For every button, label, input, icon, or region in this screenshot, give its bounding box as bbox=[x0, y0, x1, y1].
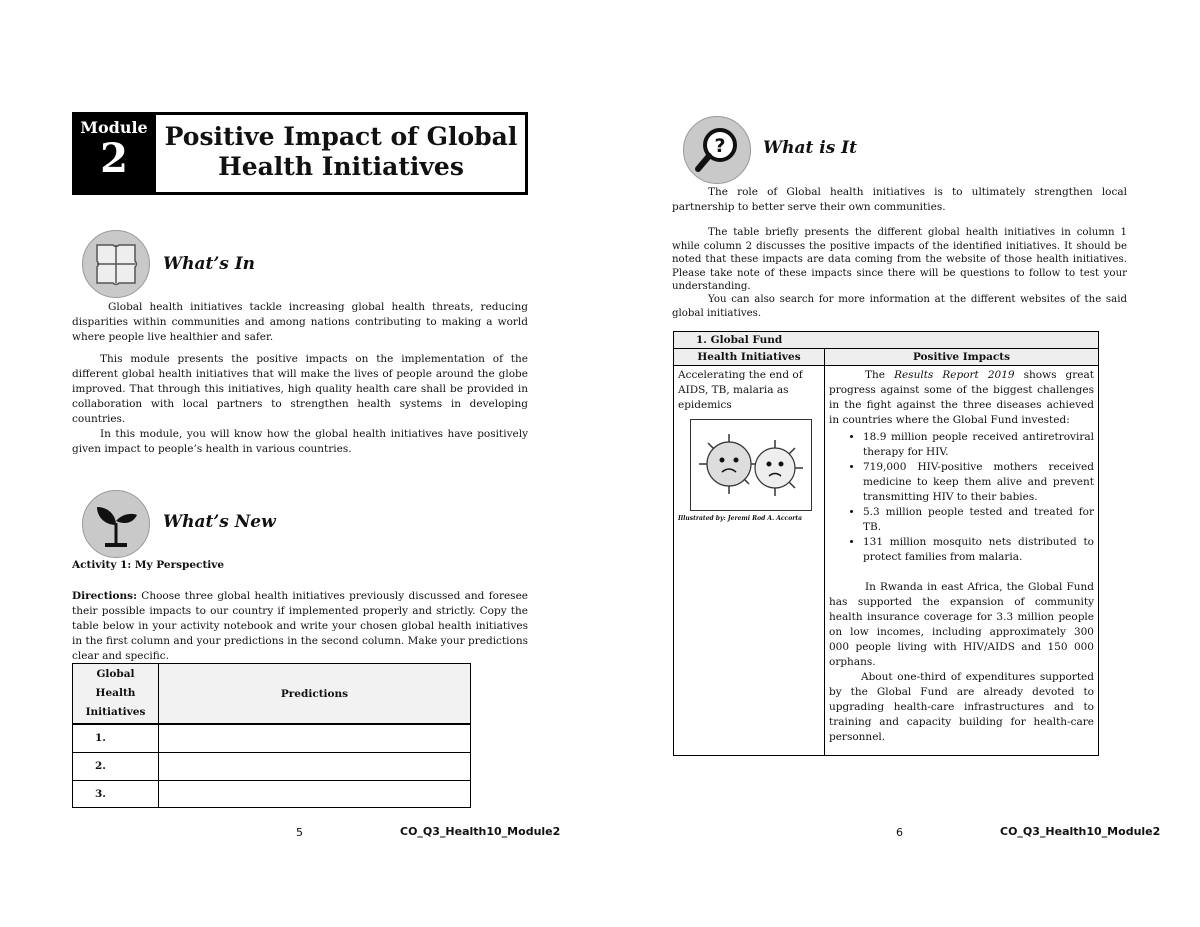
col-header-line: Global bbox=[96, 668, 135, 680]
table-title-row bbox=[674, 332, 1099, 349]
expenditure-paragraph: About one-third of expenditures supported by the Global Fund are already devoted to upgrading health-care infrastructures and to training and capacity building for health-care personnel. bbox=[829, 671, 1094, 743]
sprout-icon bbox=[82, 490, 150, 558]
table-row bbox=[73, 752, 471, 780]
row-number: 3. bbox=[73, 780, 159, 807]
what-is-it-paragraph-2: The table briefly presents the different global health initiatives in column 1 while column 2 discusses the positive impacts of the identified initiatives. It should be noted that these impacts are data coming from the website of those health initiatives. Please take note of these impacts since there will be questions to follow to test your understanding. bbox=[672, 227, 1127, 292]
puzzle-icon bbox=[82, 230, 150, 298]
impacts-cell bbox=[825, 366, 1099, 756]
page-number-right: 6 bbox=[896, 826, 903, 839]
col-header-impacts: Positive Impacts bbox=[825, 349, 1099, 366]
directions-label: Directions: bbox=[72, 590, 137, 602]
table-row bbox=[674, 366, 1099, 756]
predictions-table bbox=[72, 663, 471, 808]
illustration-credit: Illustrated by: Jeremi Rod A. Accorta bbox=[678, 515, 803, 522]
impact-intro-text: The bbox=[865, 369, 895, 381]
svg-text:?: ? bbox=[714, 135, 726, 157]
module-label: Module bbox=[80, 118, 148, 137]
virus-illustration bbox=[690, 419, 812, 511]
list-item: • 5.3 million people tested and treated for TB. bbox=[863, 505, 1094, 535]
directions-paragraph bbox=[72, 589, 528, 664]
list-item: • 131 million mosquito nets distributed to protect families from malaria. bbox=[863, 535, 1094, 565]
what-is-it-heading: What is It bbox=[763, 138, 857, 158]
what-is-it-paragraph-3: You can also search for more information at the different websites of the said global initiatives. bbox=[672, 294, 1127, 319]
page-title bbox=[160, 122, 522, 182]
whats-in-paragraph-3: In this module, you will know how the global health initiatives have positively given impact to people’s health in various countries. bbox=[72, 428, 528, 455]
impact-list bbox=[829, 430, 1094, 565]
impact-intro-text: shows great progress against some of the biggest challenges in the fight against the three diseases achieved in countries where the Global Fund invested: bbox=[829, 369, 1094, 426]
col-header-initiatives: Health Initiatives bbox=[674, 349, 825, 366]
initiative-text: Accelerating the end of AIDS, TB, malaria as epidemics bbox=[678, 369, 803, 411]
initiative-cell bbox=[674, 366, 825, 756]
whats-in-paragraph-2: This module presents the positive impacts on the implementation of the different global health initiatives that will make the lives of people around the globe improved. That through this initiatives, high quality health care shall be provided in collaboration with local partners to strengthen health systems in developing countries. bbox=[72, 353, 528, 425]
col-header-predictions: Predictions bbox=[159, 664, 471, 725]
directions-text: Choose three global health initiatives previously discussed and foresee their possible impacts to our country if implemented properly and strictly. Copy the table below in your activity notebook and write your chosen global health initiatives in the first column and your predictions in the second column. Make your predictions clear and specific. bbox=[72, 590, 528, 662]
title-line-1: Positive Impact of Global bbox=[164, 122, 518, 151]
table-row bbox=[73, 780, 471, 807]
prediction-cell[interactable] bbox=[159, 724, 471, 752]
footer-code-right: CO_Q3_Health10_Module2 bbox=[1000, 825, 1161, 838]
magnifier-question-icon bbox=[683, 116, 751, 184]
whats-in-heading: What’s In bbox=[163, 254, 256, 274]
col-header-line: Initiatives bbox=[85, 706, 146, 718]
module-badge bbox=[72, 112, 156, 195]
table-header-row bbox=[674, 349, 1099, 366]
title-line-2: Health Initiatives bbox=[218, 152, 464, 181]
whats-in-paragraph-1: Global health initiatives tackle increasing global health threats, reducing disparities within communities and among nations contributing to making a world where people live healthier and safer. bbox=[72, 301, 528, 343]
activity-title: Activity 1: My Perspective bbox=[72, 559, 225, 571]
col-header-line: Health bbox=[95, 687, 136, 699]
row-number: 1. bbox=[73, 724, 159, 752]
results-report-title: Results Report 2019 bbox=[894, 369, 1015, 381]
col-header-initiatives bbox=[73, 664, 159, 725]
global-fund-header: 1. Global Fund bbox=[674, 332, 1099, 349]
footer-code-left: CO_Q3_Health10_Module2 bbox=[400, 825, 561, 838]
row-number: 2. bbox=[73, 752, 159, 780]
whats-new-heading: What’s New bbox=[163, 512, 276, 532]
rwanda-paragraph: In Rwanda in east Africa, the Global Fund has supported the expansion of community health insurance coverage for 3.3 million people on low incomes, including approximately 300 000 people living with HIV/AIDS and 150 000 orphans. bbox=[829, 581, 1094, 668]
prediction-cell[interactable] bbox=[159, 752, 471, 780]
impact-intro bbox=[829, 368, 1094, 428]
page-number-left: 5 bbox=[296, 826, 303, 839]
global-fund-table bbox=[673, 331, 1099, 756]
prediction-cell[interactable] bbox=[159, 780, 471, 807]
list-item: • 18.9 million people received antiretroviral therapy for HIV. bbox=[863, 430, 1094, 460]
module-number: 2 bbox=[100, 135, 128, 182]
table-header-row bbox=[73, 664, 471, 725]
what-is-it-paragraph-1: The role of Global health initiatives is to ultimately strengthen local partnership to better serve their own communities. bbox=[672, 186, 1127, 213]
list-item: • 719,000 HIV-positive mothers received medicine to keep them alive and prevent transmitting HIV to their babies. bbox=[863, 460, 1094, 505]
table-row bbox=[73, 724, 471, 752]
